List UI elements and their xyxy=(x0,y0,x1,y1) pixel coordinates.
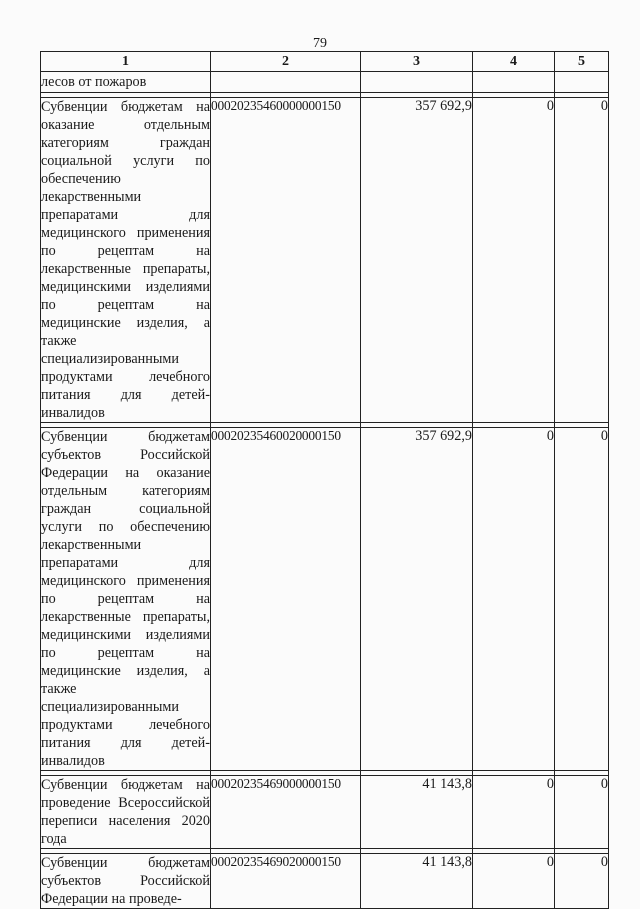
table-row xyxy=(41,854,609,909)
table-row xyxy=(41,428,609,771)
header-row xyxy=(41,52,609,72)
budget-table xyxy=(40,51,609,909)
row-code: 00020235460020000150 xyxy=(211,428,361,771)
row-description: Субвенции бюджетам на проведение Всероссийской переписи населения 2020 года xyxy=(41,777,210,847)
row-col4-value: 0 xyxy=(473,428,555,771)
row-col3-value: 41 143,8 xyxy=(361,854,473,909)
row-col3-value: 357 692,9 xyxy=(361,98,473,423)
row-col5-value: 0 xyxy=(555,428,609,771)
row-col4-value: 0 xyxy=(473,98,555,423)
row-code: 00020235469020000150 xyxy=(211,854,361,909)
row-col5-value: 0 xyxy=(555,98,609,423)
row-code: 00020235460000000150 xyxy=(211,98,361,423)
table-row xyxy=(41,98,609,423)
row-col4-value: 0 xyxy=(473,776,555,849)
header-col-5: 5 xyxy=(555,52,609,72)
row-code: 00020235469000000150 xyxy=(211,776,361,849)
row-description: Субвенции бюджетам на оказание отдельным категориям граждан социальной услуги по обеспечению лекарственными препаратами для медицинского применения по рецептам на лекарственные препараты, медицинскими изделиями по рецептам на медицинские изделия, а также специализированными продуктами лечебного питания для детей-инвалидов xyxy=(41,99,210,421)
row-col3-value: 41 143,8 xyxy=(361,776,473,849)
row-col4-value: 0 xyxy=(473,854,555,909)
row-col5-value: 0 xyxy=(555,854,609,909)
table-row xyxy=(41,776,609,849)
header-col-2: 2 xyxy=(211,52,361,72)
header-col-4: 4 xyxy=(473,52,555,72)
row-description: Субвенции бюджетам субъектов Российской Федерации на проведе- xyxy=(41,855,210,907)
header-col-1: 1 xyxy=(41,52,211,72)
continuation-row xyxy=(41,72,609,93)
row-col3-value: 357 692,9 xyxy=(361,428,473,771)
header-col-3: 3 xyxy=(361,52,473,72)
page-number: 79 xyxy=(313,36,327,51)
row-col5-value: 0 xyxy=(555,776,609,849)
continuation-text: лесов от пожаров xyxy=(41,72,211,93)
row-description: Субвенции бюджетам субъектов Российской Федерации на оказание отдельным категориям граждан социальной услуги по обеспечению лекарственными препаратами для медицинского применения по рецептам на лекарственные препараты, медицинскими изделиями по рецептам на медицинские изделия, а также специализированными продуктами лечебного питания для детей-инвалидов xyxy=(41,429,210,769)
